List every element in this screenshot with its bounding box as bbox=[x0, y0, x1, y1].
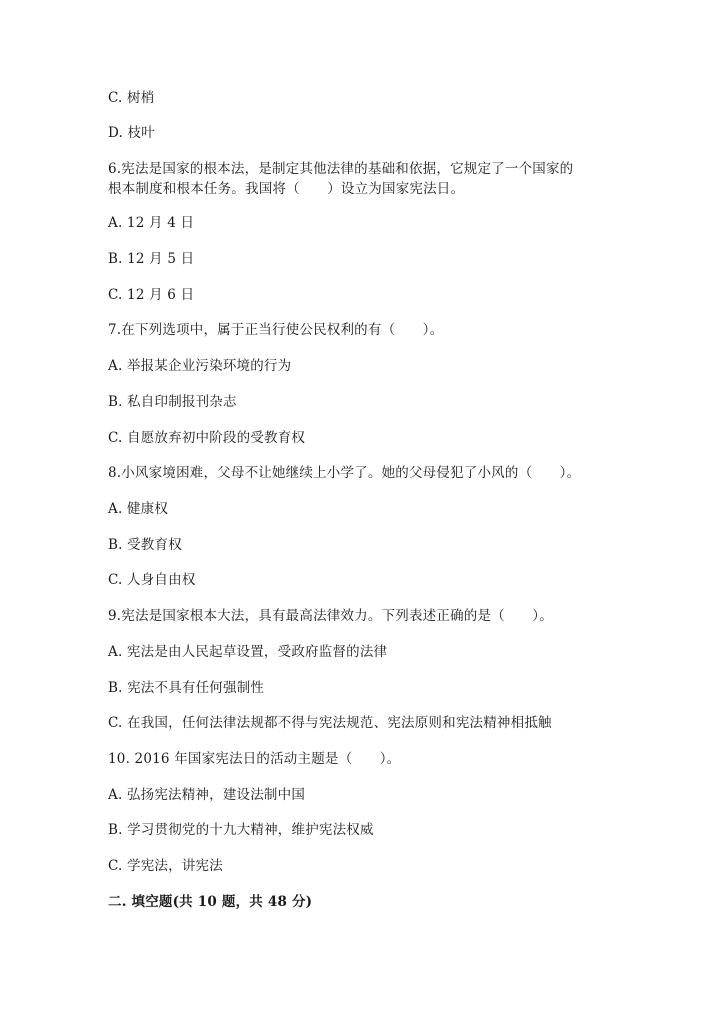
question-8: 8.小风家境困难，父母不让她继续上小学了。她的父母侵犯了小风的（ ）。 bbox=[108, 465, 581, 481]
option-a-q6: A. 12 月 4 日 bbox=[108, 215, 195, 231]
option-d-q5: D. 枝叶 bbox=[108, 125, 155, 141]
option-c-q7: C. 自愿放弃初中阶段的受教育权 bbox=[108, 430, 306, 446]
section-heading-fill-in: 二. 填空题(共 10 题，共 48 分) bbox=[108, 894, 313, 910]
option-c-q9: C. 在我国，任何法律法规都不得与宪法规范、宪法原则和宪法精神相抵触 bbox=[108, 715, 552, 731]
question-7: 7.在下列选项中，属于正当行使公民权利的有（ ）。 bbox=[108, 322, 444, 338]
question-6-line-2: 根本制度和根本任务。我国将（ ）设立为国家宪法日。 bbox=[108, 181, 465, 197]
option-b-q10: B. 学习贯彻党的十九大精神，维护宪法权威 bbox=[108, 822, 374, 838]
option-a-q8: A. 健康权 bbox=[108, 501, 169, 517]
option-a-q10: A. 弘扬宪法精神，建设法制中国 bbox=[108, 787, 306, 803]
option-c-q5: C. 树梢 bbox=[108, 90, 155, 106]
question-6-line-1: 6.宪法是国家的根本法，是制定其他法律的基础和依据，它规定了一个国家的 bbox=[108, 161, 574, 177]
option-b-q6: B. 12 月 5 日 bbox=[108, 251, 195, 267]
option-c-q8: C. 人身自由权 bbox=[108, 572, 196, 588]
question-10: 10. 2016 年国家宪法日的活动主题是（ ）。 bbox=[108, 751, 401, 767]
option-c-q6: C. 12 月 6 日 bbox=[108, 287, 195, 303]
option-a-q7: A. 举报某企业污染环境的行为 bbox=[108, 358, 292, 374]
option-c-q10: C. 学宪法，讲宪法 bbox=[108, 858, 223, 874]
option-b-q7: B. 私自印制报刊杂志 bbox=[108, 394, 237, 410]
option-b-q8: B. 受教育权 bbox=[108, 537, 182, 553]
question-9: 9.宪法是国家根本大法，具有最高法律效力。下列表述正确的是（ ）。 bbox=[108, 608, 553, 624]
option-a-q9: A. 宪法是由人民起草设置，受政府监督的法律 bbox=[108, 644, 388, 660]
option-b-q9: B. 宪法不具有任何强制性 bbox=[108, 680, 265, 696]
